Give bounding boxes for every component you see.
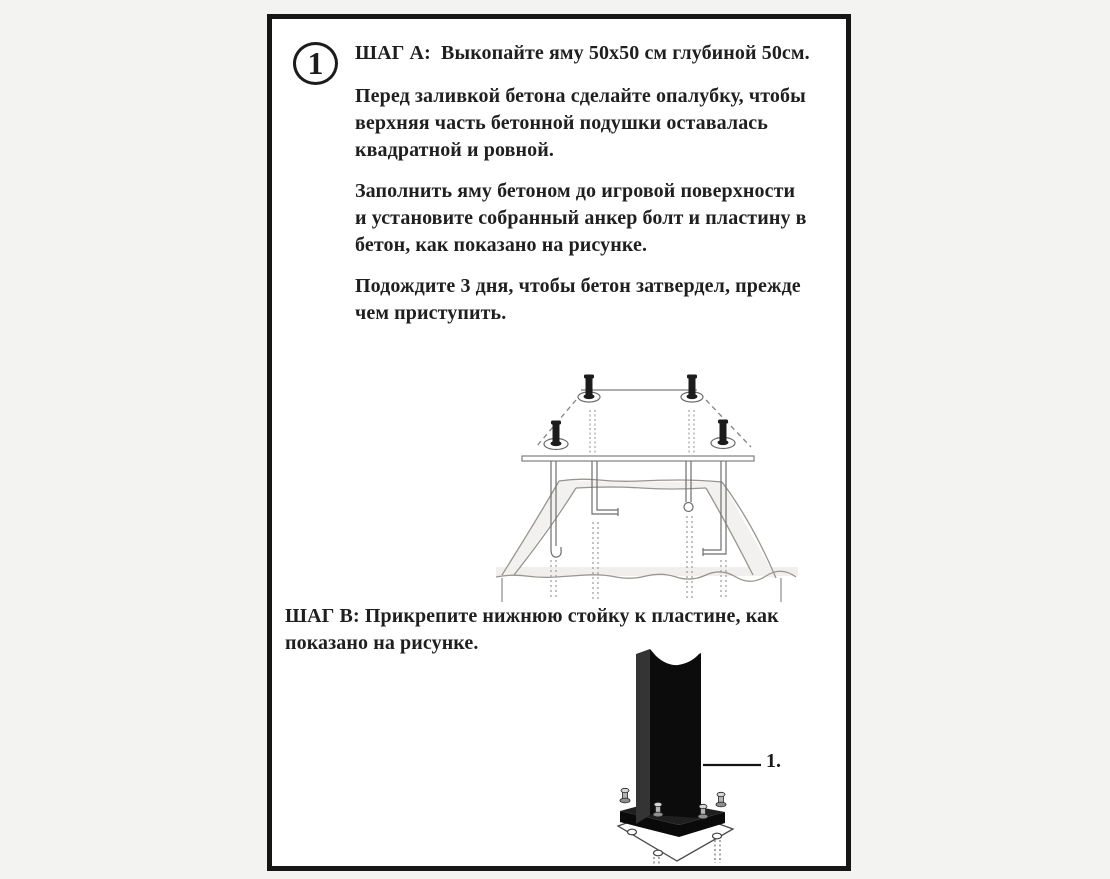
- anchor-bolts: [544, 375, 735, 450]
- plate-front-edge: [522, 456, 754, 461]
- text-line: чем приступить.: [355, 302, 507, 324]
- anchor-rods: [551, 461, 726, 557]
- text-line: верхняя часть бетонной подушки оставалась: [355, 112, 768, 134]
- bolt-rear-left: [578, 375, 600, 403]
- hidden-rod-line: [687, 516, 692, 600]
- pit-left-band: [502, 481, 576, 575]
- text-line: Заполнить яму бетоном до игровой поверхности: [355, 180, 796, 202]
- text-line: ШАГ А: Выкопайте яму 50x50 см глубиной 50см.: [355, 42, 810, 64]
- anchor-rod-ring-end: [684, 503, 693, 512]
- hidden-rod-line: [721, 560, 726, 600]
- text-line: бетон, как показано на рисунке.: [355, 234, 648, 256]
- bolt-front-left: [544, 421, 568, 450]
- plate-hidden-hole-line: [590, 410, 595, 455]
- paragraph-fill-concrete: [355, 178, 807, 259]
- text-line: ШАГ В: Прикрепите нижнюю стойку к пластине, как: [285, 605, 779, 627]
- anchor-rod-l-right: [592, 461, 618, 516]
- text-line: Перед заливкой бетона сделайте опалубку, чтобы: [355, 85, 806, 107]
- hidden-rod-line: [593, 522, 598, 600]
- post-front-face: [650, 649, 701, 818]
- hidden-bolt-line: [654, 857, 659, 865]
- bolt-front-right: [711, 420, 735, 449]
- step-number: 1: [307, 44, 324, 81]
- text-line: квадратной и ровной.: [355, 139, 554, 161]
- hidden-rod-lines: [551, 516, 726, 600]
- post-side-face: [636, 649, 650, 824]
- text-line: показано на рисунке.: [285, 632, 479, 654]
- lower-post: [636, 649, 701, 824]
- instruction-page: [267, 14, 851, 871]
- anchor-rod-ring: [686, 461, 691, 502]
- step-a-heading: [355, 40, 810, 67]
- figure-part-label: 1.: [766, 750, 781, 772]
- text-line: и установите собранный анкер болт и пластину в: [355, 207, 807, 229]
- bolt-rear-right: [681, 375, 703, 403]
- paragraph-formwork: [355, 83, 806, 164]
- paragraph-wait-3-days: [355, 273, 801, 327]
- base-bolt: [716, 792, 726, 807]
- post-on-plate-figure: [597, 625, 807, 865]
- step-number-badge: [293, 42, 338, 85]
- anchor-plate-pit-figure: [466, 364, 846, 608]
- text-line: Подождите 3 дня, чтобы бетон затвердел, прежде: [355, 275, 801, 297]
- hidden-bolt-line: [715, 840, 720, 863]
- plate-hole: [628, 829, 637, 835]
- plate-hole: [654, 850, 663, 856]
- hidden-rod-line: [551, 560, 556, 600]
- concrete-pit-sketch: [496, 479, 798, 602]
- base-bolt: [620, 788, 630, 803]
- plate-hole: [713, 833, 722, 839]
- pit-top-band: [559, 481, 722, 488]
- pit-right-band: [706, 482, 776, 578]
- plate-hidden-hole-line: [689, 410, 694, 455]
